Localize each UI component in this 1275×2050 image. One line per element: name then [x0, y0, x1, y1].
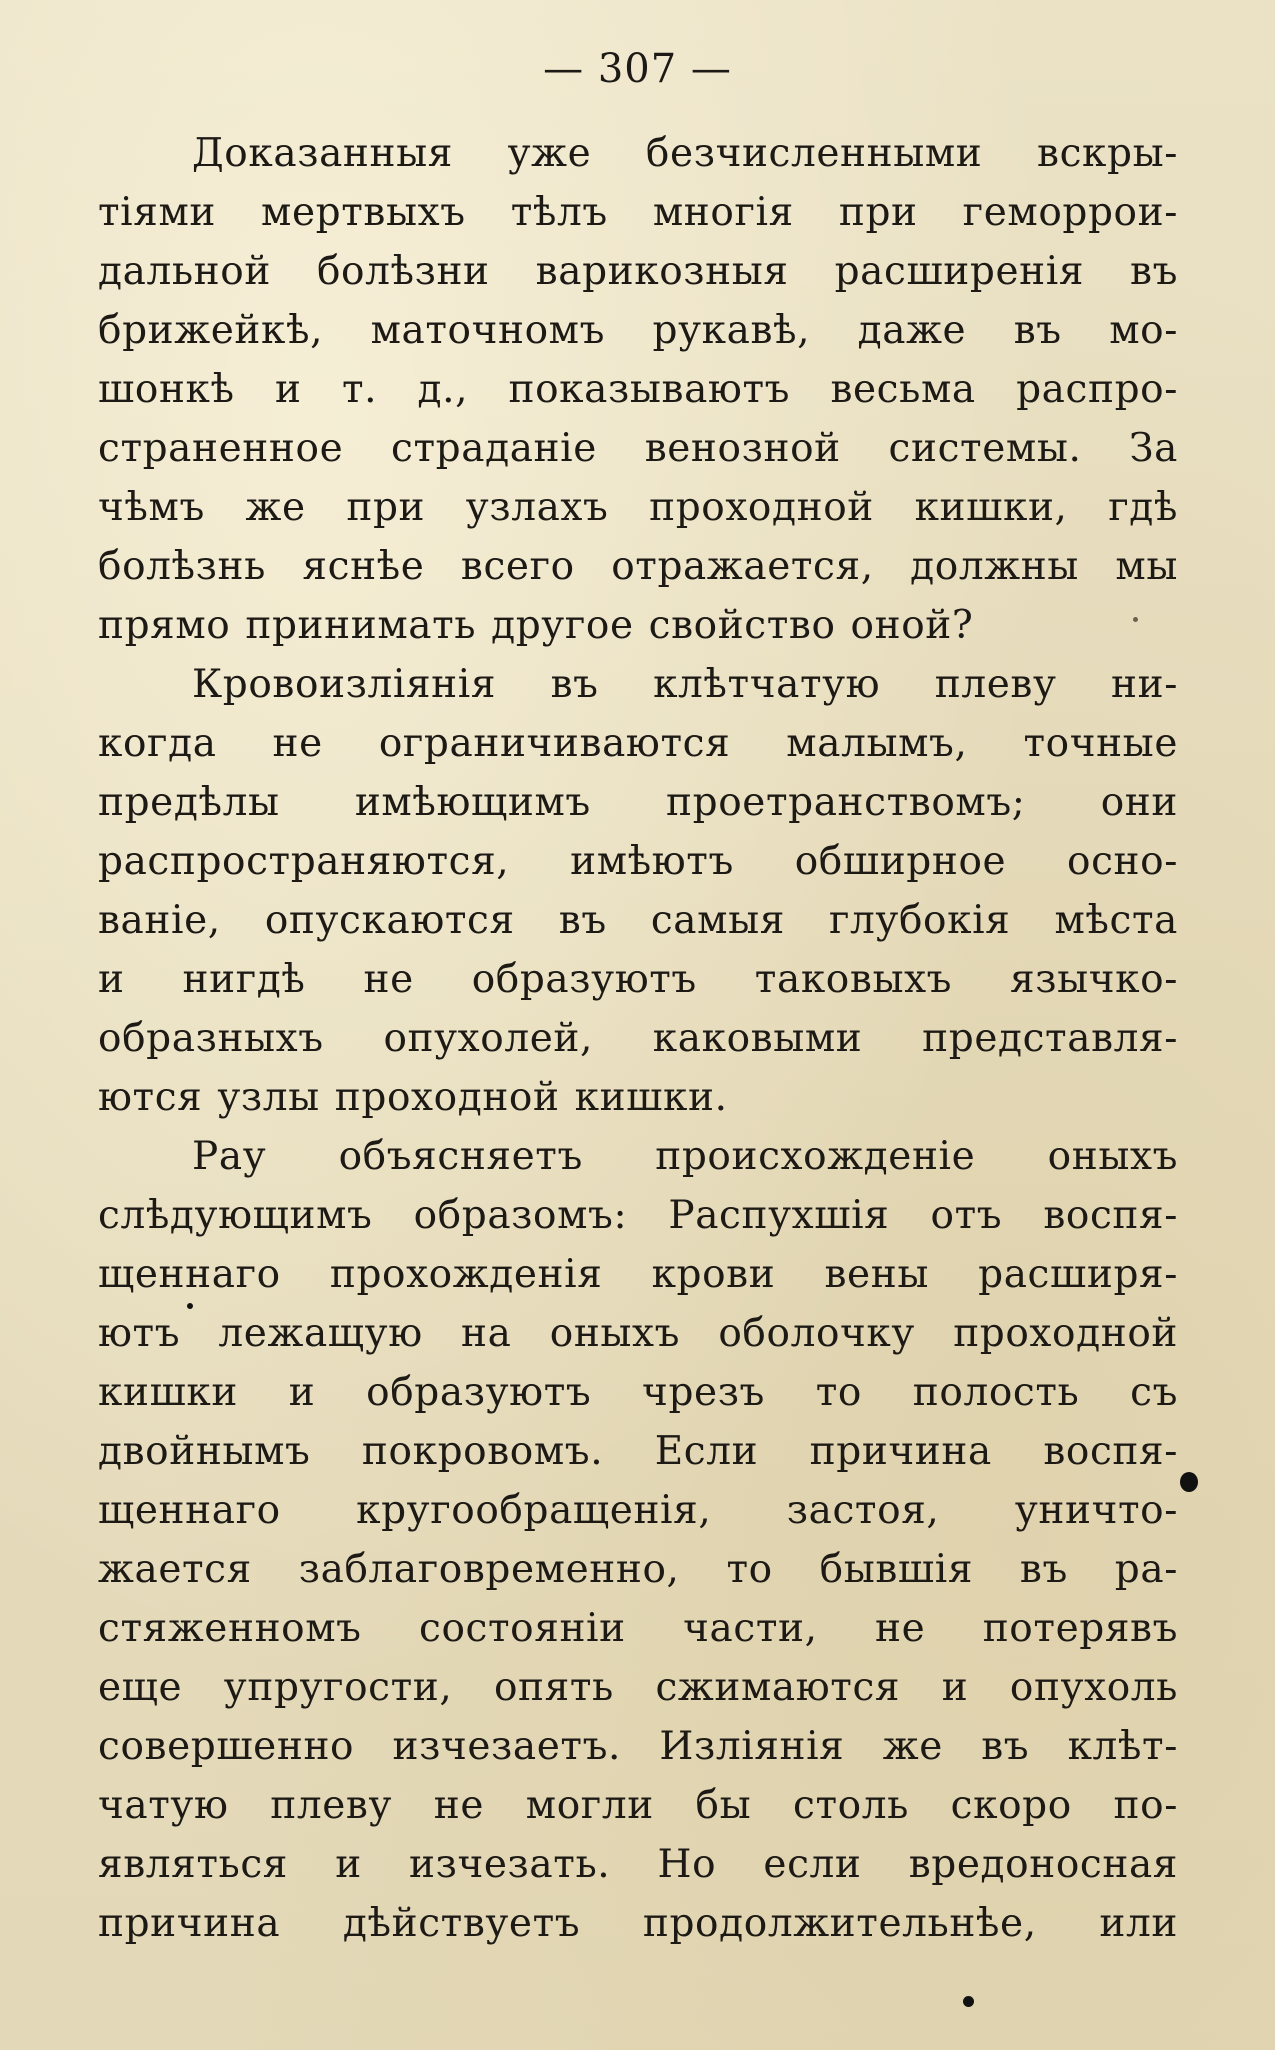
text-line: Кровоизлiянiя въ клѣтчатую плеву ни- — [192, 662, 1178, 707]
text-line: шонкѣ и т. д., показываютъ весьма распро- — [98, 367, 1178, 412]
text-line: чѣмъ же при узлахъ проходной кишки, гдѣ — [98, 485, 1178, 530]
text-line: образныхъ опухолей, каковыми представля- — [98, 1016, 1178, 1061]
text-line: жается заблаговременно, то бывшiя въ ра- — [98, 1547, 1178, 1592]
text-line: страненное страданiе венозной системы. За — [98, 426, 1178, 471]
text-line: брижейкѣ, маточномъ рукавѣ, даже въ мо- — [98, 308, 1178, 353]
text-line: стяженномъ состоянiи части, не потерявъ — [98, 1606, 1178, 1651]
text-line: щеннаго прохожденiя крови вены расширя- — [98, 1252, 1178, 1297]
text-line: распространяются, имѣютъ обширное осно- — [98, 839, 1178, 884]
text-line: щеннаго кругообращенiя, застоя, уничто- — [98, 1488, 1178, 1533]
text-line: слѣдующимъ образомъ: Распухшiя отъ воспя- — [98, 1193, 1178, 1238]
ink-blot — [1180, 1472, 1198, 1492]
text-line: кишки и образуютъ чрезъ то полость съ — [98, 1370, 1178, 1415]
ink-speck — [187, 1303, 193, 1309]
text-line: дальной болѣзни варикозныя расширенiя въ — [98, 249, 1178, 294]
ink-blot — [963, 1996, 974, 2007]
text-line: прямо принимать другое свойство оной? — [98, 603, 974, 648]
text-line: тiями мертвыхъ тѣлъ многiя при геморрои- — [98, 190, 1178, 235]
paper-speck — [1133, 617, 1138, 622]
text-line: являться и изчезать. Но если вредоносная — [98, 1842, 1178, 1887]
page-number: — 307 — — [543, 46, 732, 92]
text-line: когда не ограничиваются малымъ, точные — [98, 721, 1178, 766]
text-line: болѣзнь яснѣе всего отражается, должны мы — [98, 544, 1178, 589]
text-body — [98, 124, 1178, 1953]
text-line: двойнымъ покровомъ. Если причина воспя- — [98, 1429, 1178, 1474]
text-line: ванiе, опускаются въ самыя глубокiя мѣста — [98, 898, 1178, 943]
text-line: чатую плеву не могли бы столь скоро по- — [98, 1783, 1178, 1828]
text-line: Доказанныя уже безчисленными вскры- — [192, 131, 1178, 176]
text-line: совершенно изчезаетъ. Излiянiя же въ клѣт- — [98, 1724, 1178, 1769]
text-line: еще упругости, опять сжимаются и опухоль — [98, 1665, 1178, 1710]
text-line: ются узлы проходной кишки. — [98, 1075, 728, 1120]
text-line: и нигдѣ не образуютъ таковыхъ язычко- — [98, 957, 1178, 1002]
text-line: причина дѣйствуетъ продолжительнѣе, или — [98, 1901, 1178, 1946]
text-line: Рау объясняетъ происхожденiе оныхъ — [192, 1134, 1178, 1179]
text-line: ютъ лежащую на оныхъ оболочку проходной — [98, 1311, 1178, 1356]
text-line: предѣлы имѣющимъ проетранствомъ; они — [98, 780, 1178, 825]
